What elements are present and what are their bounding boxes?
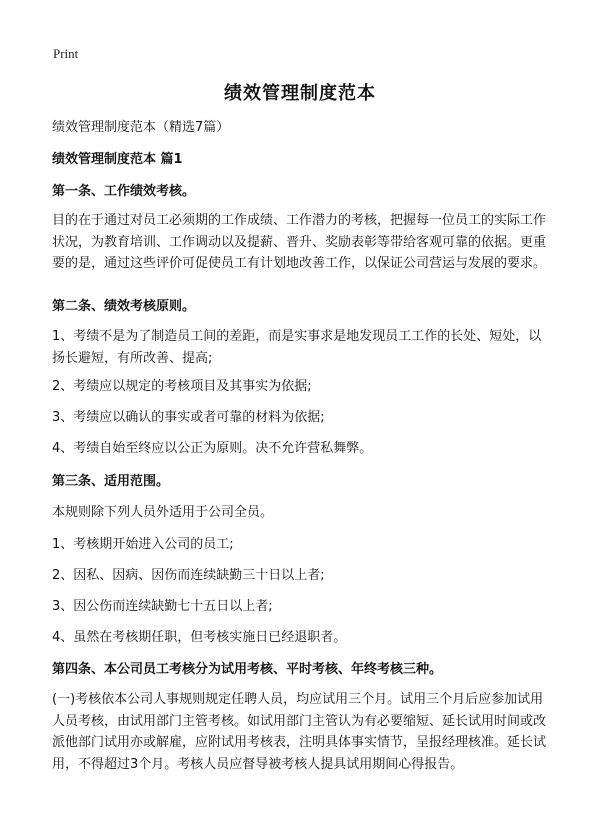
section-3-heading: 第三条、适用范围。 bbox=[52, 474, 170, 489]
section-1-body: 目的在于通过对员工必须期的工作成绩、工作潜力的考核，把握每一位员工的实际工作状况，为教育培训、工作调动以及提薪、晋升、奖励表彰等带给客观可靠的依据。更重要的是，通过这些评价可促使员工有计划地改善工作，以保证公司营运与发展的要求。 bbox=[52, 213, 547, 271]
part-heading: 绩效管理制度范本 篇1 bbox=[52, 152, 183, 167]
section-2-item-3: 3、考绩应以确认的事实或者可靠的材料为依据; bbox=[52, 410, 325, 425]
section-3-intro: 本规则除下列人员外适用于公司全员。 bbox=[52, 505, 274, 520]
section-1-heading: 第一条、工作绩效考核。 bbox=[52, 184, 196, 199]
document-title: 绩效管理制度范本 bbox=[224, 83, 376, 104]
section-2-item-1: 1、考绩不是为了制造员工间的差距，而是实事求是地发现员工工作的长处、短处，以扬长避短，有所改善、提高; bbox=[52, 329, 542, 366]
section-2-item-4: 4、考绩自始至终应以公正为原则。决不允许营私舞弊。 bbox=[52, 441, 373, 456]
section-3-item-2: 2、因私、因病、因伤而连续缺勤三十日以上者; bbox=[52, 568, 325, 583]
section-2-heading: 第二条、绩效考核原则。 bbox=[52, 299, 196, 314]
section-4-heading: 第四条、本公司员工考核分为试用考核、平时考核、年终考核三种。 bbox=[52, 662, 443, 677]
print-label: Print bbox=[53, 46, 79, 61]
section-2-item-2: 2、考绩应以规定的考核项目及其事实为依据; bbox=[52, 379, 312, 394]
section-3-item-4: 4、虽然在考核期任职，但考核实施日已经退职者。 bbox=[52, 630, 347, 645]
section-4-body: (一)考核依本公司人事规则规定任聘人员，均应试用三个月。试用三个月后应参加试用人员考核，由试用部门主管考核。如试用部门主管认为有必要缩短、延长试用时间或改派他部门试用亦或解雇，应附试用考核表，注明具体事实情节，呈报经理核准。延长试用，不得超过3个月。考核人员应督导被考核人提具试用期间心得报告。 bbox=[52, 692, 547, 772]
section-3-item-1: 1、考核期开始进入公司的员工; bbox=[52, 537, 234, 552]
document-subtitle: 绩效管理制度范本（精选7篇） bbox=[52, 120, 230, 135]
section-3-item-3: 3、因公伤而连续缺勤七十五日以上者; bbox=[52, 599, 273, 614]
